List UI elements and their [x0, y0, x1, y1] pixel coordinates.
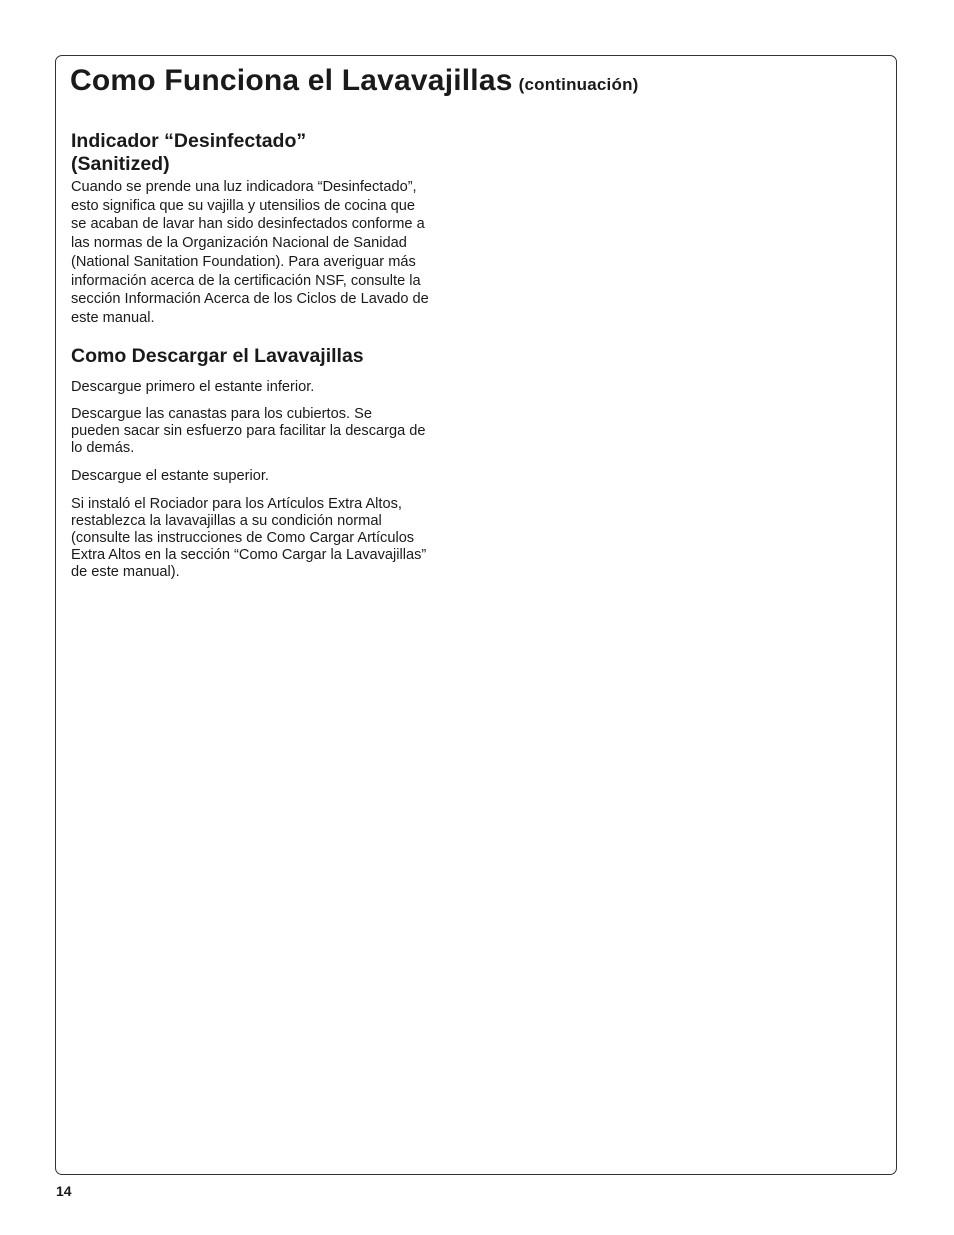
body-line: restablezca la lavavajillas a su condición normal [71, 512, 382, 529]
body-line: (National Sanitation Foundation). Para averiguar más [71, 253, 416, 270]
body-line: esto significa que su vajilla y utensilios de cocina que [71, 197, 415, 214]
body-line: información acerca de la certificación NSF, consulte la [71, 272, 421, 289]
body-line: sección Información Acerca de los Ciclos de Lavado de [71, 291, 429, 308]
content-column [71, 130, 453, 581]
sanitized-section-heading [71, 130, 453, 176]
unload-section-heading: Como Descargar el Lavavajillas [71, 344, 364, 367]
page-title-text: Como Funciona el Lavavajillas [70, 64, 513, 97]
body-line: pueden sacar sin esfuerzo para facilitar la descarga de [71, 422, 426, 439]
body-line: Descargue primero el estante inferior. [71, 378, 315, 395]
unload-step-upper-rack [71, 468, 453, 485]
page-title-continuation: (continuación) [518, 75, 639, 94]
body-line: (consulte las instrucciones de Como Cargar Artículos [71, 529, 415, 546]
body-line: lo demás. [71, 439, 135, 456]
unload-step-sprayer-note [71, 496, 453, 581]
sanitized-heading-line: Indicador “Desinfectado” [71, 130, 307, 152]
unload-step-baskets [71, 406, 453, 457]
body-line: este manual. [71, 309, 155, 326]
unload-step-lower-rack [71, 379, 453, 396]
body-line: Extra Altos en la sección “Como Cargar la Lavavajillas” [71, 546, 427, 563]
body-line: Si instaló el Rociador para los Artículos Extra Altos, [71, 495, 402, 512]
body-line: Descargue las canastas para los cubiertos. Se [71, 405, 372, 422]
page-title [70, 62, 639, 104]
sanitized-heading-line: (Sanitized) [71, 153, 170, 175]
body-line: se acaban de lavar han sido desinfectados conforme a [71, 216, 425, 233]
body-line: Descargue el estante superior. [71, 467, 269, 484]
sanitized-section-body [71, 178, 453, 328]
body-line: de este manual). [71, 563, 180, 580]
body-line: Cuando se prende una luz indicadora “Desinfectado”, [71, 179, 417, 195]
body-line: las normas de la Organización Nacional de Sanidad [71, 235, 407, 252]
page-number: 14 [56, 1183, 72, 1199]
